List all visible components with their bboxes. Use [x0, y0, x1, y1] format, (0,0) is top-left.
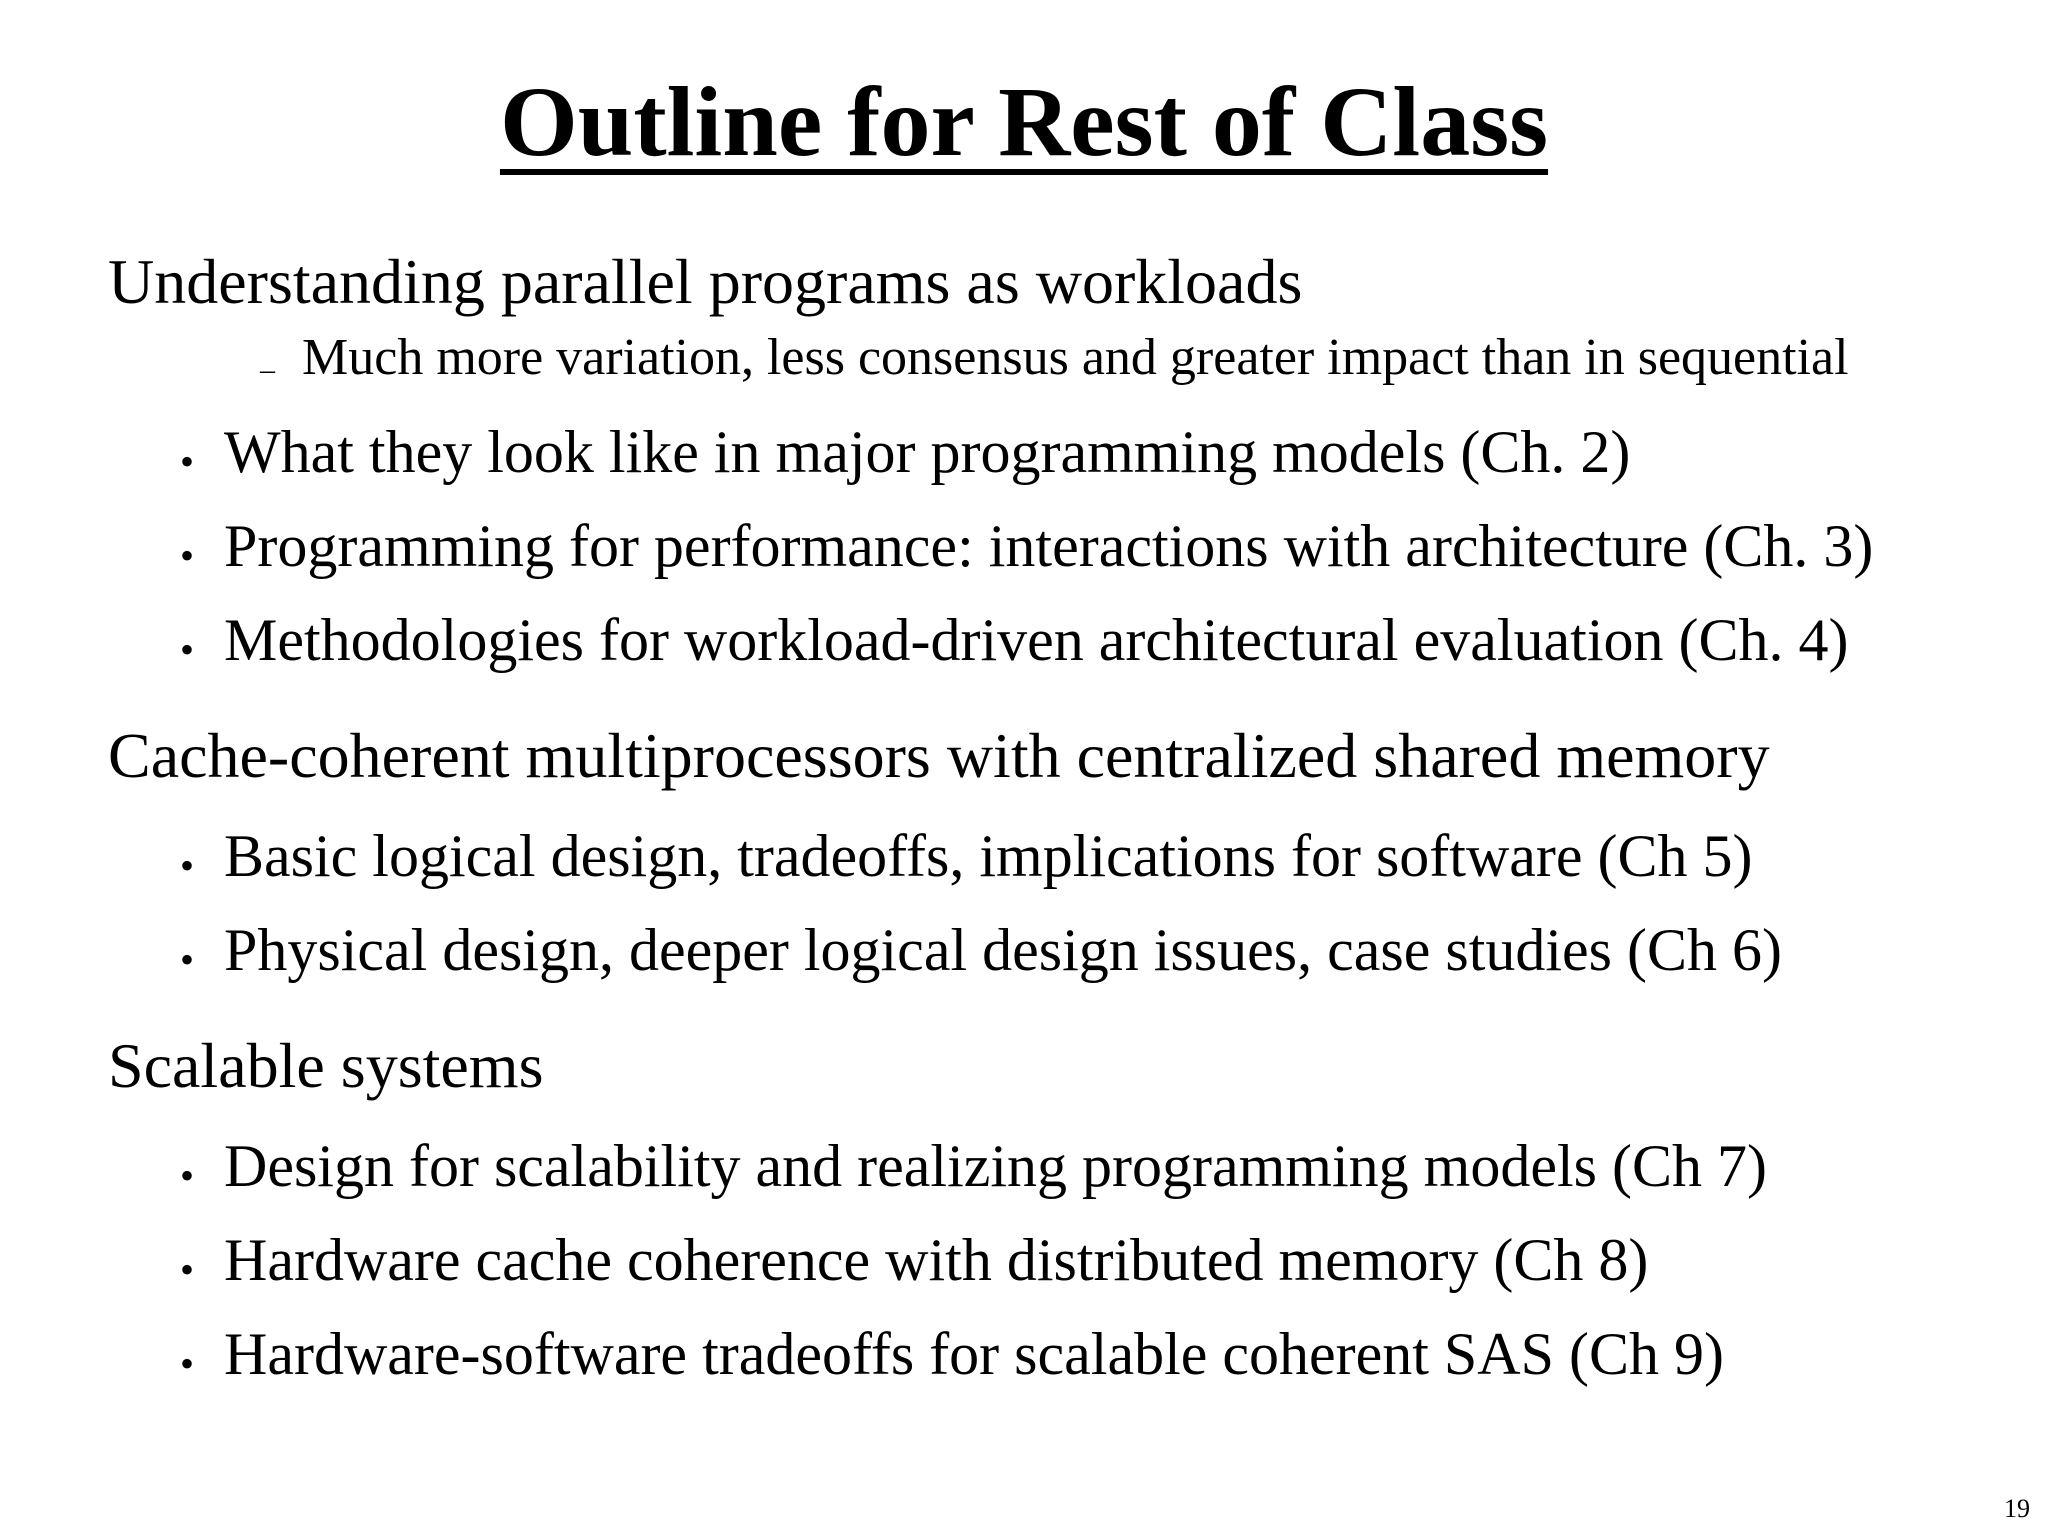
- page-number: 19: [2004, 1494, 2030, 1523]
- slide-title-text: Outline for Rest of Class: [499, 66, 1549, 177]
- bullet-text: Programming for performance: interactions with architecture (Ch. 3): [224, 513, 1874, 579]
- bullet-marker: •: [180, 1153, 195, 1198]
- section-heading: Understanding parallel programs as workloads: [108, 246, 1303, 317]
- slide-title: [0, 62, 2048, 182]
- bullet-marker: •: [180, 439, 195, 484]
- bullet-marker: •: [180, 937, 195, 982]
- section-heading: Scalable systems: [108, 1030, 544, 1101]
- bullet-text: Physical design, deeper logical design issues, case studies (Ch 6): [224, 917, 1783, 983]
- bullet-text: Hardware-software tradeoffs for scalable coherent SAS (Ch 9): [224, 1321, 1724, 1387]
- bullet-text: Design for scalability and realizing programming models (Ch 7): [224, 1133, 1767, 1199]
- bullet-marker: •: [180, 627, 195, 672]
- bullet-text: Hardware cache coherence with distributed memory (Ch 8): [224, 1227, 1649, 1293]
- bullet-text: Methodologies for workload-driven architectural evaluation (Ch. 4): [224, 607, 1849, 673]
- sub-note-text: Much more variation, less consensus and greater impact than in sequential: [302, 329, 1849, 386]
- bullet-text: Basic logical design, tradeoffs, implications for software (Ch 5): [224, 823, 1753, 889]
- section-heading: Cache-coherent multiprocessors with centralized shared memory: [108, 720, 1770, 791]
- bullet-marker: •: [180, 843, 195, 888]
- bullet-marker: •: [180, 1247, 195, 1292]
- dash-marker: –: [260, 353, 275, 386]
- bullet-text: What they look like in major programming models (Ch. 2): [224, 419, 1631, 485]
- bullet-marker: •: [180, 1341, 195, 1386]
- bullet-marker: •: [180, 533, 195, 578]
